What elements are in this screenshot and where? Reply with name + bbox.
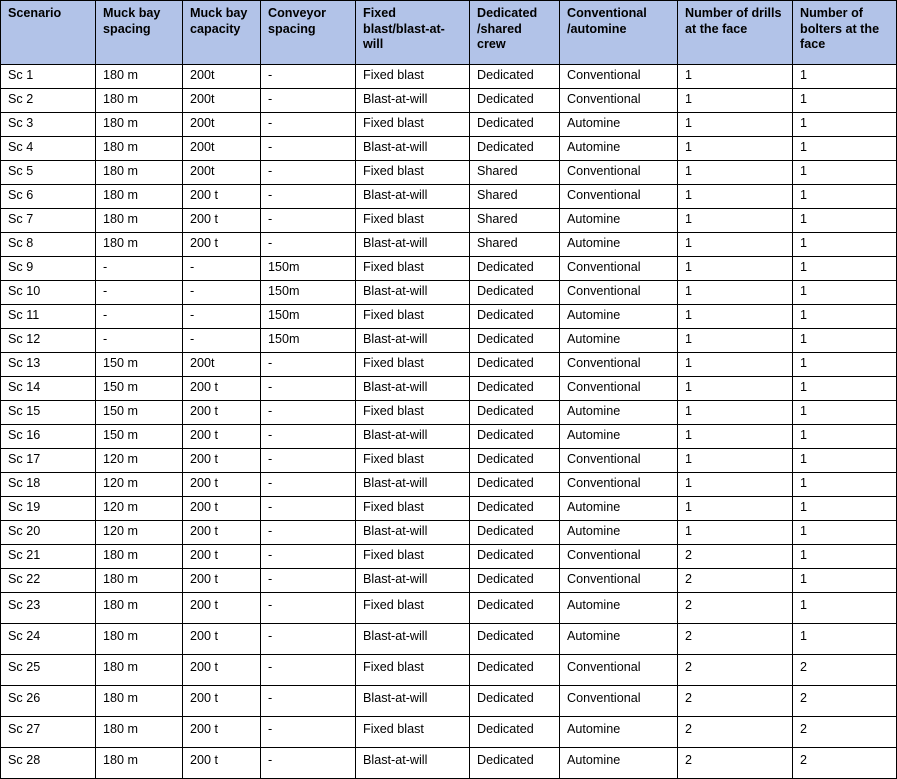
table-row [1,425,897,449]
cell-bolter-count: 1 [793,569,897,593]
table-row [1,113,897,137]
cell-bolter-count: 1 [793,497,897,521]
cell-crew-type: Shared [470,161,560,185]
table-row [1,65,897,89]
cell-drill-count: 1 [678,329,793,353]
cell-scenario: Sc 3 [1,113,96,137]
cell-drill-count: 1 [678,137,793,161]
cell-mining-method: Automine [560,497,678,521]
cell-muck-bay-capacity: - [183,281,261,305]
table-header [1,1,897,65]
cell-blast-mode: Fixed blast [356,545,470,569]
cell-crew-type: Dedicated [470,281,560,305]
cell-mining-method: Automine [560,748,678,779]
cell-drill-count: 1 [678,65,793,89]
cell-conveyor-spacing: - [261,473,356,497]
cell-mining-method: Automine [560,593,678,624]
cell-blast-mode: Blast-at-will [356,748,470,779]
cell-muck-bay-spacing: 180 m [96,209,183,233]
table-row [1,305,897,329]
table-row [1,233,897,257]
cell-blast-mode: Fixed blast [356,449,470,473]
table-row [1,377,897,401]
cell-muck-bay-spacing: 180 m [96,161,183,185]
cell-scenario: Sc 27 [1,717,96,748]
cell-scenario: Sc 23 [1,593,96,624]
cell-mining-method: Automine [560,233,678,257]
cell-muck-bay-capacity: 200 t [183,497,261,521]
cell-crew-type: Dedicated [470,569,560,593]
cell-muck-bay-capacity: 200t [183,137,261,161]
cell-bolter-count: 1 [793,353,897,377]
cell-muck-bay-spacing: 180 m [96,593,183,624]
cell-crew-type: Dedicated [470,748,560,779]
table-row [1,593,897,624]
cell-mining-method: Conventional [560,545,678,569]
cell-blast-mode: Blast-at-will [356,89,470,113]
cell-blast-mode: Fixed blast [356,401,470,425]
cell-scenario: Sc 10 [1,281,96,305]
cell-drill-count: 1 [678,185,793,209]
cell-bolter-count: 1 [793,305,897,329]
cell-bolter-count: 1 [793,137,897,161]
cell-scenario: Sc 24 [1,624,96,655]
cell-bolter-count: 1 [793,401,897,425]
cell-blast-mode: Fixed blast [356,717,470,748]
cell-bolter-count: 1 [793,593,897,624]
cell-muck-bay-capacity: 200 t [183,521,261,545]
cell-muck-bay-spacing: 180 m [96,185,183,209]
cell-blast-mode: Fixed blast [356,65,470,89]
cell-muck-bay-spacing: 180 m [96,545,183,569]
cell-scenario: Sc 6 [1,185,96,209]
cell-bolter-count: 1 [793,329,897,353]
cell-bolter-count: 1 [793,449,897,473]
cell-muck-bay-capacity: - [183,257,261,281]
cell-crew-type: Dedicated [470,593,560,624]
cell-muck-bay-capacity: 200t [183,161,261,185]
table-row [1,545,897,569]
cell-scenario: Sc 13 [1,353,96,377]
cell-bolter-count: 2 [793,655,897,686]
cell-muck-bay-capacity: 200 t [183,377,261,401]
cell-blast-mode: Blast-at-will [356,233,470,257]
cell-blast-mode: Blast-at-will [356,329,470,353]
cell-muck-bay-capacity: 200 t [183,473,261,497]
cell-bolter-count: 1 [793,185,897,209]
cell-drill-count: 2 [678,655,793,686]
cell-muck-bay-spacing: 180 m [96,65,183,89]
cell-scenario: Sc 8 [1,233,96,257]
cell-scenario: Sc 16 [1,425,96,449]
cell-bolter-count: 1 [793,113,897,137]
cell-blast-mode: Blast-at-will [356,425,470,449]
cell-muck-bay-spacing: 150 m [96,401,183,425]
cell-blast-mode: Fixed blast [356,655,470,686]
cell-muck-bay-spacing: 120 m [96,473,183,497]
cell-blast-mode: Blast-at-will [356,473,470,497]
table-row [1,521,897,545]
cell-conveyor-spacing: - [261,137,356,161]
cell-conveyor-spacing: - [261,401,356,425]
cell-muck-bay-spacing: 180 m [96,748,183,779]
cell-muck-bay-spacing: - [96,281,183,305]
header-row [1,1,897,65]
cell-crew-type: Dedicated [470,401,560,425]
cell-drill-count: 2 [678,569,793,593]
cell-conveyor-spacing: 150m [261,305,356,329]
cell-scenario: Sc 21 [1,545,96,569]
cell-drill-count: 1 [678,449,793,473]
cell-scenario: Sc 19 [1,497,96,521]
cell-crew-type: Shared [470,209,560,233]
cell-drill-count: 2 [678,593,793,624]
cell-blast-mode: Blast-at-will [356,137,470,161]
table-row [1,209,897,233]
column-header-scenario: Scenario [1,1,96,65]
column-header-fixed-blast-blast-at-will: Fixed blast/blast-at-will [356,1,470,65]
cell-blast-mode: Blast-at-will [356,185,470,209]
cell-mining-method: Conventional [560,377,678,401]
cell-conveyor-spacing: - [261,717,356,748]
cell-mining-method: Conventional [560,89,678,113]
cell-mining-method: Conventional [560,281,678,305]
cell-crew-type: Dedicated [470,65,560,89]
cell-conveyor-spacing: - [261,233,356,257]
cell-conveyor-spacing: - [261,185,356,209]
cell-blast-mode: Fixed blast [356,161,470,185]
cell-blast-mode: Blast-at-will [356,521,470,545]
cell-scenario: Sc 25 [1,655,96,686]
cell-crew-type: Shared [470,185,560,209]
cell-blast-mode: Blast-at-will [356,281,470,305]
cell-muck-bay-capacity: 200 t [183,401,261,425]
column-header-muck-bay-spacing: Muck bay spacing [96,1,183,65]
cell-drill-count: 1 [678,473,793,497]
cell-drill-count: 2 [678,624,793,655]
cell-crew-type: Dedicated [470,377,560,401]
cell-drill-count: 1 [678,521,793,545]
cell-mining-method: Automine [560,329,678,353]
cell-mining-method: Automine [560,717,678,748]
cell-mining-method: Conventional [560,353,678,377]
cell-crew-type: Dedicated [470,521,560,545]
cell-bolter-count: 1 [793,545,897,569]
cell-muck-bay-spacing: - [96,329,183,353]
cell-crew-type: Dedicated [470,329,560,353]
cell-blast-mode: Blast-at-will [356,569,470,593]
cell-scenario: Sc 14 [1,377,96,401]
cell-mining-method: Conventional [560,449,678,473]
column-header-number-of-bolters-at-the-face: Number of bolters at the face [793,1,897,65]
cell-crew-type: Dedicated [470,449,560,473]
cell-muck-bay-spacing: 180 m [96,624,183,655]
table-row [1,655,897,686]
cell-conveyor-spacing: - [261,686,356,717]
cell-conveyor-spacing: 150m [261,281,356,305]
cell-conveyor-spacing: - [261,209,356,233]
cell-mining-method: Automine [560,209,678,233]
cell-crew-type: Dedicated [470,89,560,113]
cell-blast-mode: Fixed blast [356,593,470,624]
cell-bolter-count: 1 [793,521,897,545]
cell-conveyor-spacing: - [261,425,356,449]
cell-muck-bay-capacity: 200 t [183,185,261,209]
cell-scenario: Sc 20 [1,521,96,545]
table-row [1,257,897,281]
cell-drill-count: 1 [678,161,793,185]
cell-crew-type: Dedicated [470,624,560,655]
cell-muck-bay-capacity: 200 t [183,449,261,473]
cell-muck-bay-spacing: - [96,305,183,329]
cell-muck-bay-spacing: 180 m [96,655,183,686]
cell-bolter-count: 1 [793,161,897,185]
cell-conveyor-spacing: - [261,449,356,473]
cell-scenario: Sc 5 [1,161,96,185]
cell-muck-bay-spacing: 180 m [96,137,183,161]
cell-scenario: Sc 4 [1,137,96,161]
table-row [1,401,897,425]
cell-bolter-count: 2 [793,717,897,748]
cell-conveyor-spacing: - [261,655,356,686]
cell-conveyor-spacing: - [261,521,356,545]
cell-muck-bay-capacity: 200 t [183,686,261,717]
cell-muck-bay-spacing: 120 m [96,521,183,545]
cell-muck-bay-capacity: 200 t [183,569,261,593]
cell-muck-bay-capacity: 200 t [183,425,261,449]
column-header-number-of-drills-at-the-face: Number of drills at the face [678,1,793,65]
table-row [1,353,897,377]
table-row [1,449,897,473]
cell-scenario: Sc 1 [1,65,96,89]
cell-muck-bay-spacing: 120 m [96,497,183,521]
cell-muck-bay-spacing: 150 m [96,377,183,401]
cell-drill-count: 1 [678,353,793,377]
cell-conveyor-spacing: - [261,161,356,185]
table-row [1,624,897,655]
column-header-conventional-automine: Conventional /automine [560,1,678,65]
cell-conveyor-spacing: - [261,748,356,779]
cell-muck-bay-capacity: 200 t [183,748,261,779]
table-row [1,686,897,717]
cell-drill-count: 2 [678,545,793,569]
cell-bolter-count: 1 [793,624,897,655]
cell-conveyor-spacing: - [261,377,356,401]
cell-muck-bay-capacity: 200 t [183,655,261,686]
cell-conveyor-spacing: - [261,497,356,521]
cell-mining-method: Conventional [560,257,678,281]
table-row [1,748,897,779]
cell-drill-count: 1 [678,401,793,425]
cell-scenario: Sc 22 [1,569,96,593]
cell-drill-count: 1 [678,113,793,137]
cell-muck-bay-capacity: - [183,305,261,329]
cell-blast-mode: Fixed blast [356,305,470,329]
cell-muck-bay-capacity: - [183,329,261,353]
cell-bolter-count: 1 [793,281,897,305]
cell-blast-mode: Blast-at-will [356,377,470,401]
cell-blast-mode: Blast-at-will [356,686,470,717]
cell-conveyor-spacing: 150m [261,329,356,353]
cell-mining-method: Conventional [560,65,678,89]
table-row [1,329,897,353]
cell-bolter-count: 1 [793,65,897,89]
cell-conveyor-spacing: - [261,624,356,655]
table-row [1,473,897,497]
cell-crew-type: Dedicated [470,655,560,686]
cell-scenario: Sc 28 [1,748,96,779]
cell-muck-bay-capacity: 200t [183,65,261,89]
column-header-muck-bay-capacity: Muck bay capacity [183,1,261,65]
table-row [1,137,897,161]
cell-muck-bay-capacity: 200 t [183,209,261,233]
cell-muck-bay-spacing: 150 m [96,353,183,377]
cell-muck-bay-spacing: 180 m [96,113,183,137]
table-row [1,497,897,521]
cell-conveyor-spacing: - [261,545,356,569]
cell-crew-type: Dedicated [470,473,560,497]
cell-mining-method: Automine [560,624,678,655]
cell-mining-method: Conventional [560,473,678,497]
cell-muck-bay-spacing: 180 m [96,686,183,717]
cell-crew-type: Dedicated [470,257,560,281]
cell-muck-bay-capacity: 200t [183,353,261,377]
cell-muck-bay-capacity: 200 t [183,593,261,624]
cell-muck-bay-spacing: 120 m [96,449,183,473]
table-row [1,185,897,209]
column-header-conveyor-spacing: Conveyor spacing [261,1,356,65]
cell-drill-count: 1 [678,425,793,449]
cell-muck-bay-spacing: - [96,257,183,281]
cell-drill-count: 1 [678,377,793,401]
cell-crew-type: Dedicated [470,305,560,329]
cell-scenario: Sc 7 [1,209,96,233]
cell-mining-method: Automine [560,401,678,425]
table-row [1,717,897,748]
cell-mining-method: Conventional [560,569,678,593]
cell-drill-count: 1 [678,305,793,329]
cell-muck-bay-spacing: 180 m [96,233,183,257]
cell-crew-type: Dedicated [470,353,560,377]
cell-mining-method: Automine [560,113,678,137]
cell-drill-count: 1 [678,233,793,257]
table-body [1,65,897,779]
cell-bolter-count: 1 [793,425,897,449]
cell-bolter-count: 1 [793,473,897,497]
cell-scenario: Sc 2 [1,89,96,113]
cell-scenario: Sc 11 [1,305,96,329]
table-row [1,569,897,593]
cell-scenario: Sc 26 [1,686,96,717]
cell-muck-bay-spacing: 180 m [96,569,183,593]
cell-crew-type: Dedicated [470,717,560,748]
cell-bolter-count: 2 [793,748,897,779]
cell-muck-bay-spacing: 150 m [96,425,183,449]
cell-muck-bay-spacing: 180 m [96,717,183,748]
cell-blast-mode: Fixed blast [356,209,470,233]
cell-crew-type: Dedicated [470,425,560,449]
cell-bolter-count: 2 [793,686,897,717]
table-row [1,89,897,113]
cell-bolter-count: 1 [793,233,897,257]
cell-mining-method: Conventional [560,655,678,686]
cell-conveyor-spacing: - [261,65,356,89]
cell-drill-count: 2 [678,686,793,717]
cell-conveyor-spacing: - [261,89,356,113]
cell-crew-type: Dedicated [470,545,560,569]
cell-scenario: Sc 12 [1,329,96,353]
cell-muck-bay-capacity: 200 t [183,545,261,569]
cell-bolter-count: 1 [793,89,897,113]
cell-crew-type: Dedicated [470,686,560,717]
table-row [1,161,897,185]
cell-drill-count: 1 [678,497,793,521]
cell-mining-method: Automine [560,305,678,329]
cell-muck-bay-capacity: 200t [183,113,261,137]
cell-crew-type: Dedicated [470,497,560,521]
cell-mining-method: Conventional [560,686,678,717]
cell-drill-count: 2 [678,717,793,748]
cell-blast-mode: Fixed blast [356,257,470,281]
column-header-dedicated-shared-crew: Dedicated /shared crew [470,1,560,65]
cell-mining-method: Conventional [560,185,678,209]
cell-drill-count: 1 [678,281,793,305]
table-row [1,281,897,305]
cell-scenario: Sc 17 [1,449,96,473]
cell-drill-count: 1 [678,89,793,113]
cell-bolter-count: 1 [793,257,897,281]
cell-conveyor-spacing: 150m [261,257,356,281]
cell-conveyor-spacing: - [261,593,356,624]
cell-scenario: Sc 15 [1,401,96,425]
cell-conveyor-spacing: - [261,113,356,137]
cell-bolter-count: 1 [793,377,897,401]
cell-blast-mode: Fixed blast [356,113,470,137]
cell-crew-type: Dedicated [470,113,560,137]
cell-conveyor-spacing: - [261,353,356,377]
cell-crew-type: Dedicated [470,137,560,161]
cell-crew-type: Shared [470,233,560,257]
cell-conveyor-spacing: - [261,569,356,593]
cell-muck-bay-capacity: 200 t [183,624,261,655]
cell-scenario: Sc 9 [1,257,96,281]
cell-muck-bay-spacing: 180 m [96,89,183,113]
cell-muck-bay-capacity: 200 t [183,717,261,748]
cell-muck-bay-capacity: 200 t [183,233,261,257]
cell-muck-bay-capacity: 200t [183,89,261,113]
cell-drill-count: 1 [678,209,793,233]
cell-bolter-count: 1 [793,209,897,233]
cell-mining-method: Automine [560,137,678,161]
cell-mining-method: Conventional [560,161,678,185]
cell-drill-count: 2 [678,748,793,779]
cell-mining-method: Automine [560,521,678,545]
cell-mining-method: Automine [560,425,678,449]
cell-blast-mode: Blast-at-will [356,624,470,655]
cell-blast-mode: Fixed blast [356,353,470,377]
cell-scenario: Sc 18 [1,473,96,497]
cell-blast-mode: Fixed blast [356,497,470,521]
cell-drill-count: 1 [678,257,793,281]
